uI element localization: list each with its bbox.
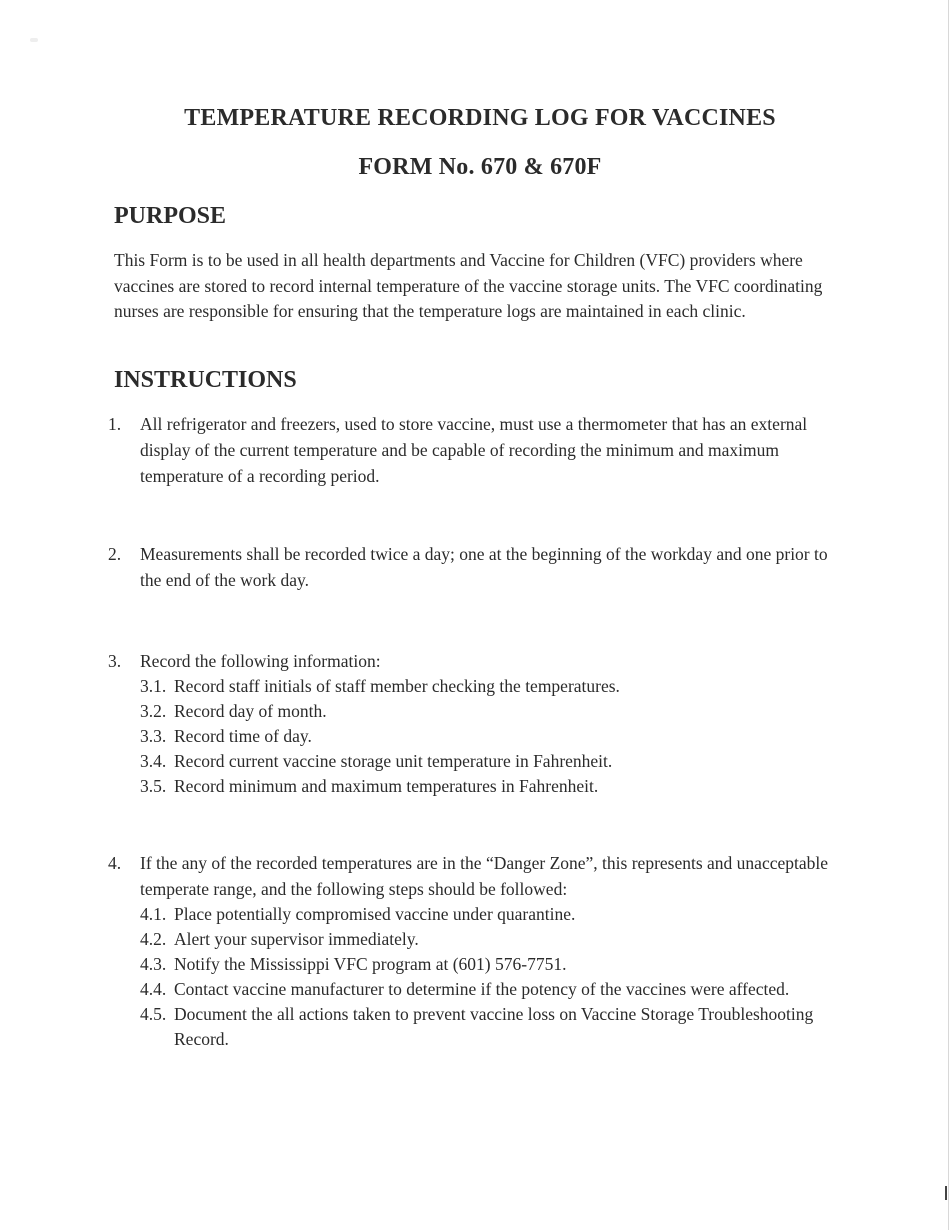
document-title: TEMPERATURE RECORDING LOG FOR VACCINES	[184, 105, 776, 131]
instruction-number: 4.	[108, 853, 122, 873]
instruction-item-2	[108, 541, 848, 593]
instruction-text: Measurements shall be recorded twice a day; one at the beginning of the workday and one prior to the end of the work day.	[140, 544, 828, 590]
sub-instruction-number: 3.4.	[140, 751, 167, 771]
instruction-text: All refrigerator and freezers, used to store vaccine, must use a thermometer that has an external display of the current temperature and be capable of recording the minimum and maximum temperature of a recording period.	[140, 414, 808, 486]
sub-instruction-number: 4.5.	[140, 1004, 167, 1024]
instruction-text: Record the following information:	[140, 651, 381, 671]
sub-instruction-text: Notify the Mississippi VFC program at (601) 576-7751.	[174, 954, 567, 974]
instruction-item-3	[108, 648, 848, 799]
sub-instruction-3-1	[140, 674, 848, 699]
sub-instruction-text: Contact vaccine manufacturer to determine if the potency of the vaccines were affected.	[174, 979, 790, 999]
sub-instruction-text: Record current vaccine storage unit temperature in Fahrenheit.	[174, 751, 613, 771]
sub-instruction-text: Place potentially compromised vaccine under quarantine.	[174, 904, 576, 924]
sub-instruction-3-2	[140, 699, 848, 724]
sub-instruction-4-4	[140, 977, 848, 1002]
sub-instruction-number: 3.1.	[140, 676, 167, 696]
sub-instruction-text: Record time of day.	[174, 726, 312, 746]
scan-edge-line	[948, 0, 949, 1230]
instruction-item-4	[108, 850, 848, 1052]
sub-instruction-4-1	[140, 902, 848, 927]
purpose-heading: PURPOSE	[114, 203, 227, 229]
form-number: FORM No. 670 & 670F	[358, 154, 602, 180]
sub-instruction-4-3	[140, 952, 848, 977]
sub-instruction-text: Record staff initials of staff member checking the temperatures.	[174, 676, 620, 696]
purpose-text: This Form is to be used in all health departments and Vaccine for Children (VFC) providers where vaccines are stored to record internal temperature of the vaccine storage units. The VFC coordinating nurses are responsible for ensuring that the temperature logs are maintained in each clinic.	[114, 250, 823, 322]
sub-instruction-3-5	[140, 774, 848, 799]
scan-edge-mark	[945, 1186, 947, 1200]
sub-instruction-3-3	[140, 724, 848, 749]
instructions-heading: INSTRUCTIONS	[114, 367, 297, 393]
sub-instruction-number: 3.2.	[140, 701, 167, 721]
sub-instruction-number: 4.1.	[140, 904, 167, 924]
sub-instruction-text: Document the all actions taken to prevent vaccine loss on Vaccine Storage Troubleshooting Record.	[174, 1004, 814, 1049]
sub-instruction-number: 3.5.	[140, 776, 167, 796]
instruction-number: 2.	[108, 544, 122, 564]
instruction-item-1	[108, 411, 848, 489]
instruction-number: 1.	[108, 414, 122, 434]
sub-instruction-text: Record day of month.	[174, 701, 327, 721]
sub-instruction-3-4	[140, 749, 848, 774]
sub-instruction-4-5	[140, 1002, 848, 1052]
instruction-text: If the any of the recorded temperatures are in the “Danger Zone”, this represents and unacceptable temperate range, and the following steps should be followed:	[140, 853, 829, 899]
sub-instruction-number: 4.3.	[140, 954, 167, 974]
scan-speck	[30, 38, 38, 42]
sub-instruction-4-2	[140, 927, 848, 952]
sub-instruction-text: Alert your supervisor immediately.	[174, 929, 419, 949]
sub-instruction-text: Record minimum and maximum temperatures in Fahrenheit.	[174, 776, 599, 796]
sub-instruction-number: 3.3.	[140, 726, 167, 746]
instruction-number: 3.	[108, 651, 122, 671]
sub-instruction-number: 4.2.	[140, 929, 167, 949]
sub-instruction-number: 4.4.	[140, 979, 167, 999]
